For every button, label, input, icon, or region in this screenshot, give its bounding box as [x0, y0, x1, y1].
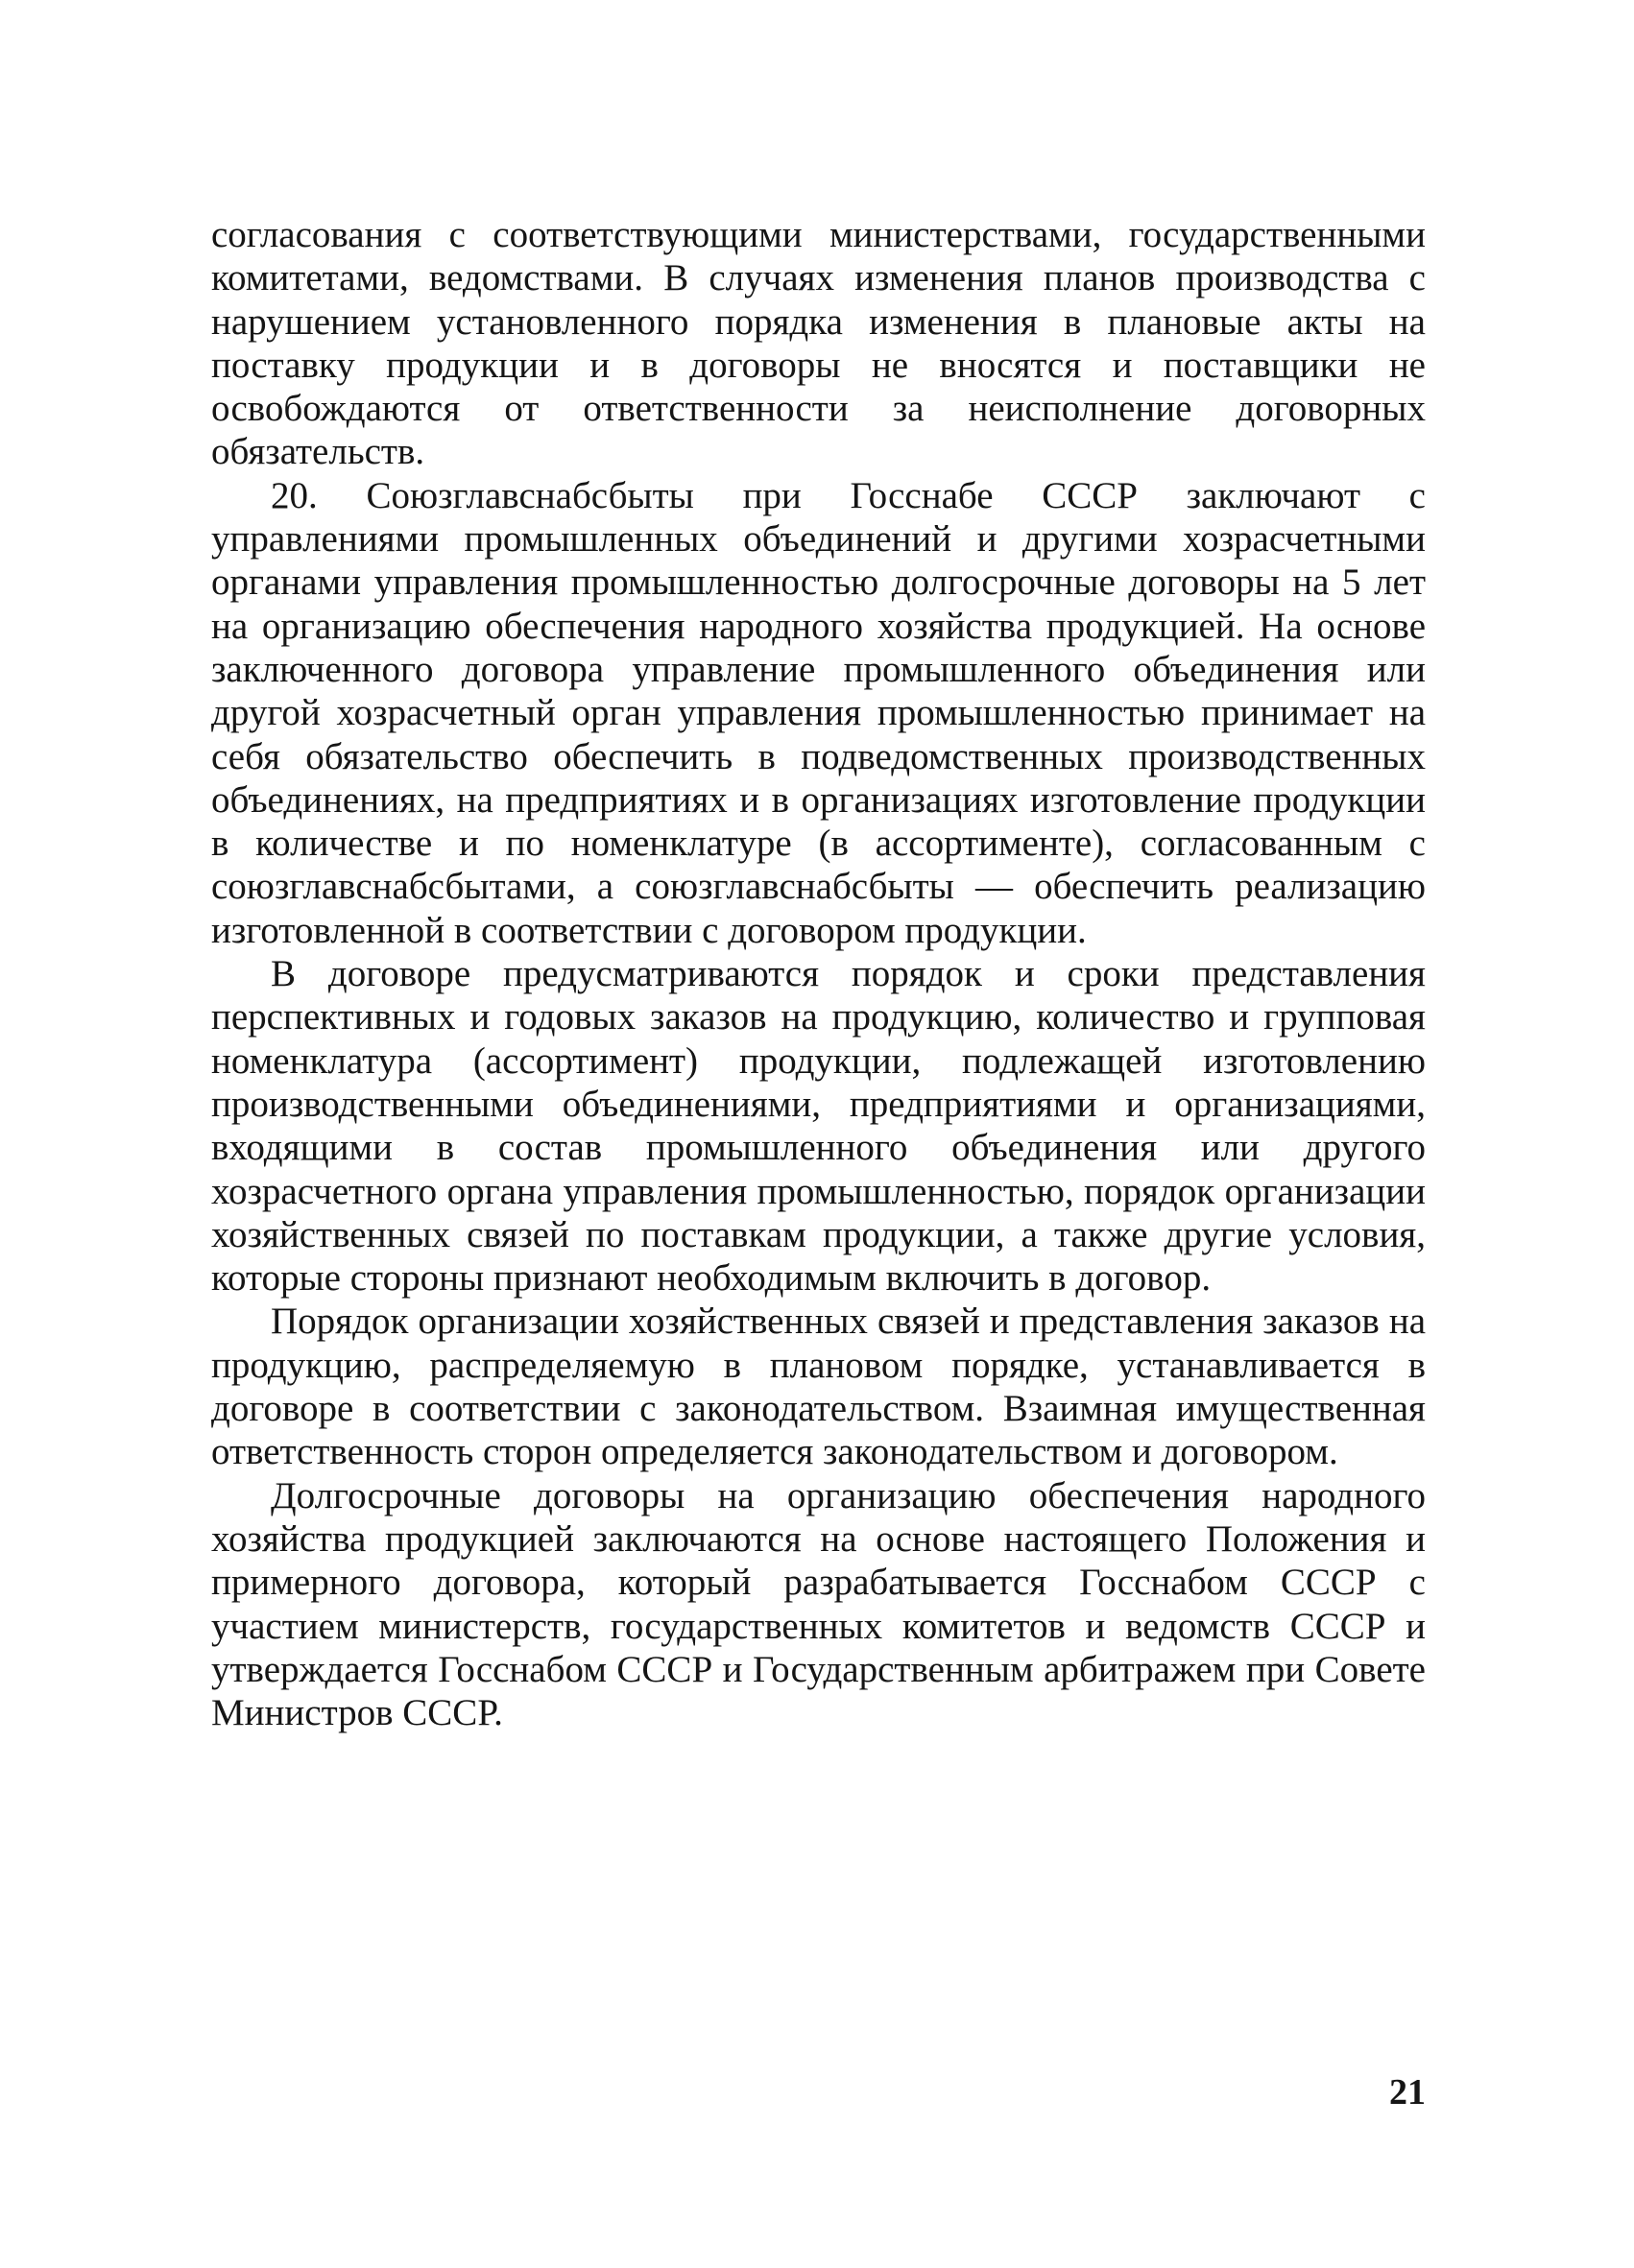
paragraph-item-20: 20. Союзглавснабсбыты при Госснабе СССР заключают с управлениями промышленных объединений и другими хозрасчетными органами управления промышленностью долгосрочные договоры на 5 лет на организацию обеспечения народного хозяйства продукцией. На основе заключенного договора управление промышленного объединения или другой хозрасчетный орган управления промышленностью принимает на себя обязательство обеспечить в подведомственных производственных объединениях, на предприятиях и в организациях изготовление продукции в количестве и по номенклатуре (в ассортименте), согласованным с союзглавснабсбытами, а союзглавснабсбыты — обеспечить реализацию изготовленной в соответствии с договором продукции.	[211, 474, 1426, 951]
paragraph-economic-ties: Порядок организации хозяйственных связей и представления заказов на продукцию, распределяемую в плановом порядке, устанавливается в договоре в соответствии с законодательством. Взаимная имущественная ответственность сторон определяется законодательством и договором.	[211, 1301, 1426, 1473]
paragraph-continuation: согласования с соответствующими министерствами, государственными комитетами, ведомствами. В случаях изменения планов производства с нарушением установленного порядка изменения в плановые акты на поставку продукции и в договоры не вносятся и поставщики не освобождаются от ответственности за неисполнение договорных обязательств.	[211, 214, 1426, 473]
paragraph-contract-terms: В договоре предусматриваются порядок и сроки представления перспективных и годовых заказов на продукцию, количество и групповая номенклатура (ассортимент) продукции, подлежащей изготовлению производственными объединениями, предприятиями и организациями, входящими в состав промышленного объединения или другого хозрасчетного органа управления промышленностью, порядок организации хозяйственных связей по поставкам продукции, а также другие условия, которые стороны признают необходимым включить в договор.	[211, 953, 1426, 1300]
paragraph-long-term-contracts: Долгосрочные договоры на организацию обеспечения народного хозяйства продукцией заключаются на основе настоящего Положения и примерного договора, который разрабатывается Госснабом СССР с участием министерств, государственных комитетов и ведомств СССР и утверждается Госснабом СССР и Государственным арбитражем при Совете Министров СССР.	[211, 1474, 1426, 1734]
page-number: 21	[1389, 2072, 1426, 2113]
body-text	[211, 213, 1426, 1734]
